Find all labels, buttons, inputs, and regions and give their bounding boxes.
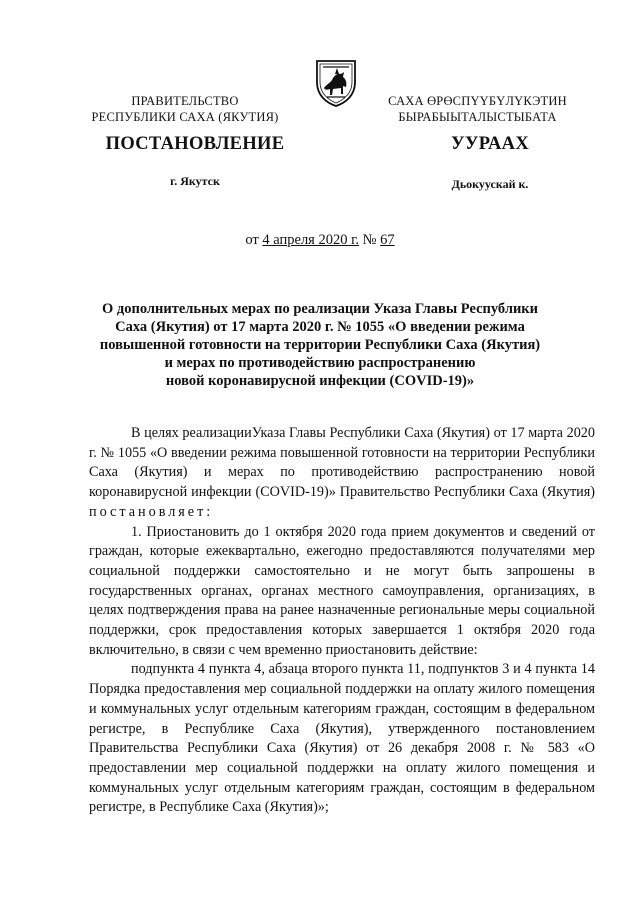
document-number: 67 (380, 232, 395, 248)
subject-line: О дополнительных мерах по реализации Указа Главы Республики (101, 301, 539, 317)
government-name-sakha-line1: САХА ӨРӨСПҮҮБҮЛҮКЭТИН (388, 94, 567, 108)
document-date: 4 апреля 2020 г. (262, 232, 360, 248)
subject-line: Саха (Якутия) от 17 марта 2020 г. № 1055 «О введении режима (115, 319, 525, 335)
subject-line: новой коронавирусной инфекции (COVID-19)» (165, 373, 475, 389)
body-paragraph-preamble (89, 424, 595, 523)
city-sakha: Дьокуускай к. (451, 177, 529, 191)
government-name-ru (80, 93, 290, 125)
document-type-ru: ПОСТАНОВЛЕНИЕ (105, 134, 285, 154)
city-ru: г. Якутск (170, 174, 220, 188)
document-type-sakha: УУРААХ (451, 134, 529, 154)
coat-of-arms-icon (313, 58, 359, 108)
government-name-sakha (370, 93, 585, 125)
preamble-text: В целях реализацииУказа Главы Республики Саха (Якутия) от 17 марта 2020 г. № 1055 «О введении режима повышенной готовности на территории Республики Саха (Якутия) и мерах по противодействию распространению новой коронавирусной инфекции (COVID-19)» Правительство Республики Саха (Якутия) (89, 425, 595, 501)
government-name-ru-line2: РЕСПУБЛИКИ САХА (ЯКУТИЯ) (91, 110, 279, 124)
subject-line: и мерах по противодействию распространению (164, 355, 476, 371)
subject-line: повышенной готовности на территории Республики Саха (Якутия) (99, 337, 541, 353)
document-subject (90, 300, 550, 390)
body-paragraph-subitem: подпункта 4 пункта 4, абзаца второго пункта 11, подпунктов 3 и 4 пункта 14 Порядка предоставления мер социальной поддержки на оплату жилого помещения и коммунальных услуг отдельным категориям граждан, состоящим в федеральном регистре, в Республике Саха (Якутия), утвержденного постановлением Правительства Республики Саха (Якутия) от 26 декабря 2008 г. № 583 «О предоставлении мер социальной поддержки на оплату жилого помещения и коммунальных услуг отдельным категориям граждан, состоящим в федеральном регистре, в Республике Саха (Якутия)»; (89, 661, 595, 816)
government-name-ru-line1: ПРАВИТЕЛЬСТВО (131, 94, 239, 108)
government-name-sakha-line2: БЫРАБЫЫТАЛЫСТЫБАТА (398, 110, 557, 124)
date-prefix: от (245, 232, 263, 248)
document-body (89, 424, 595, 818)
document-date-line (0, 232, 640, 249)
number-sign: № (359, 232, 381, 248)
body-paragraph-item-1: 1. Приостановить до 1 октября 2020 года прием документов и сведений от граждан, которые ежеквартально, ежегодно предоставляются получателями мер социальной поддержки самостоятельно и не могут быть запрошены в государственных органах, органах местного самоуправления, организациях, в целях подтверждения права на ранее назначенные региональные меры социальной поддержки, срок предоставления которых завершается 1 октября 2020 года включительно, в связи с чем временно приостановить действие: (89, 523, 595, 658)
resolves-word: постановляет: (89, 503, 214, 520)
